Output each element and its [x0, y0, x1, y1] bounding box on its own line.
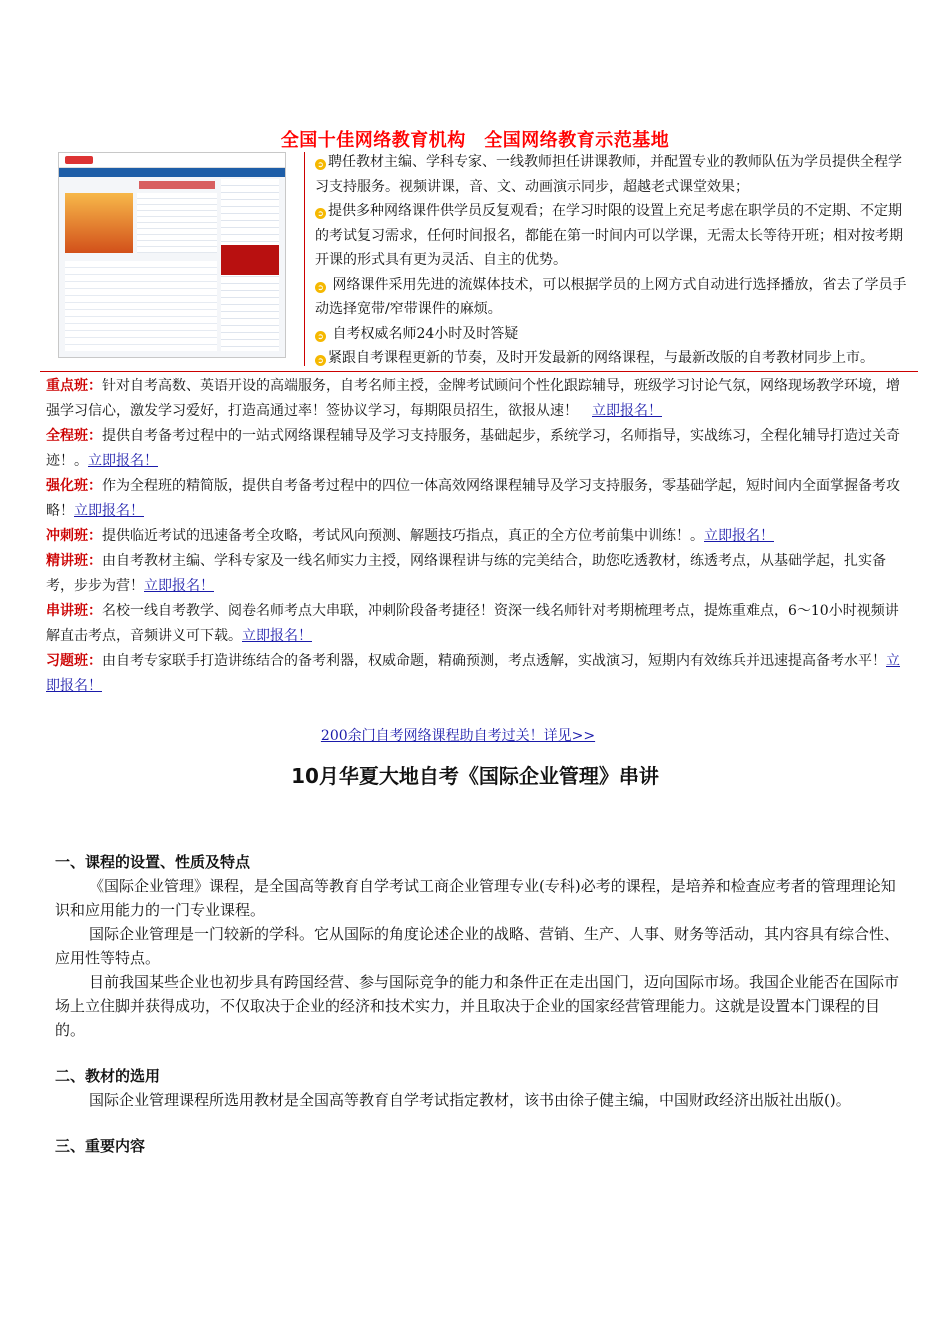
feature-list [315, 150, 911, 371]
document-body [55, 850, 900, 1158]
class-desc: 作为全程班的精简版，提供自考备考过程中的四位一体高效网络课程辅导及学习支持服务，零基础学起，短时间内全面掌握备考攻略！ [46, 478, 900, 519]
class-list [46, 374, 914, 699]
paragraph: 国际企业管理是一门较新的学科。它从国际的角度论述企业的战略、营销、生产、人事、财务等活动，其内容具有综合性、应用性等特点。 [55, 925, 900, 967]
class-item [46, 474, 910, 524]
class-name: 全程班： [46, 428, 102, 444]
arrow-bullet-icon: ➲ [315, 355, 326, 366]
class-desc: 提供临近考试的迅速备考全攻略，考试风向预测、解题技巧指点，真正的全方位考前集中训练！。 [102, 528, 704, 544]
class-item [46, 649, 910, 699]
promo-link[interactable]: 200余门自考网络课程助自考过关！详见>> [320, 728, 596, 744]
feature-item: ➲ 紧跟自考课程更新的节奏，及时开发最新的网络课程，与最新改版的自考教材同步上市。 [315, 346, 911, 371]
class-item [46, 424, 910, 474]
arrow-bullet-icon: ➲ [315, 208, 326, 219]
section-heading: 一、课程的设置、性质及特点 [55, 853, 251, 871]
class-item [46, 374, 914, 424]
class-item [46, 549, 910, 599]
promo-link-row [0, 725, 916, 745]
arrow-bullet-icon: ➲ [315, 159, 326, 170]
class-name: 串讲班： [46, 603, 102, 619]
class-desc: 由自考专家联手打造讲练结合的备考利器，权威命题，精确预测，考点透解，实战演习，短期内有效练兵并迅速提高备考水平！ [102, 653, 886, 669]
feature-item: ➲ 提供多种网络课件供学员反复观看；在学习时限的设置上充足考虑在职学员的不定期、不定期的考试复习需求，任何时间报名，都能在第一时间内可以学课，无需太长等待开班；相对按考期开课的形式具有更为灵活、自主的优势。 [315, 203, 903, 268]
enroll-link[interactable]: 立即报名！ [88, 453, 158, 469]
class-desc: 名校一线自考教学、阅卷名师考点大串联，冲刺阶段备考捷径！资深一线名师针对考期梳理考点，提炼重难点，6～10小时视频讲解直击考点，音频讲义可下载。 [46, 603, 899, 644]
feature-item: ➲ 网络课件采用先进的流媒体技术，可以根据学员的上网方式自动进行选择播放，省去了学员手动选择宽带/窄带课件的麻烦。 [315, 276, 907, 317]
divider-horizontal [40, 371, 918, 372]
document-title: 10月华夏大地自考《国际企业管理》串讲 [291, 764, 659, 788]
enroll-link[interactable]: 立即报名！ [144, 578, 214, 594]
feature-item: ➲ 聘任教材主编、学科专家、一线教师担任讲课教师，并配置专业的教师队伍为学员提供全程学习支持服务。视频讲课，音、文、动画演示同步，超越老式课堂效果； [315, 154, 902, 195]
website-screenshot-image [58, 152, 286, 358]
class-desc: 提供自考备考过程中的一站式网络课程辅导及学习支持服务，基础起步，系统学习，名师指导，实战练习，全程化辅导打造过关奇迹！。 [46, 428, 900, 469]
class-name: 冲刺班： [46, 528, 102, 544]
class-name: 强化班： [46, 478, 102, 494]
banner-title: 全国十佳网络教育机构 全国网络教育示范基地 [280, 130, 670, 151]
arrow-bullet-icon: ➲ [315, 282, 326, 293]
class-name: 精讲班： [46, 553, 102, 569]
enroll-link[interactable]: 立即报名！ [74, 503, 144, 519]
paragraph: 国际企业管理课程所选用教材是全国高等教育自学考试指定教材，该书由徐子健主编，中国财政经济出版社出版()。 [89, 1091, 851, 1109]
class-desc: 由自考教材主编、学科专家及一线名师实力主授，网络课程讲与练的完美结合，助您吃透教材，练透考点，从基础学起，扎实备考，步步为营！ [46, 553, 886, 594]
class-item [46, 599, 910, 649]
section-heading: 三、重要内容 [55, 1137, 146, 1155]
enroll-link[interactable]: 立即报名！ [592, 403, 662, 419]
class-desc: 针对自考高数、英语开设的高端服务，自考名师主授，金牌考试顾问个性化跟踪辅导，班级学习讨论气氛，网络现场教学环境，增 强学习信心，激发学习爱好，打造高通过率！签协议学习，每期限员招生，欲报从速！ [46, 378, 914, 419]
enroll-link[interactable]: 立即报名！ [46, 653, 900, 694]
feature-item: ➲ 自考权威名师24小时及时答疑 [315, 322, 911, 347]
enroll-link[interactable]: 立即报名！ [242, 628, 312, 644]
arrow-bullet-icon: ➲ [315, 331, 326, 342]
section-heading: 二、教材的选用 [55, 1067, 161, 1085]
paragraph: 《国际企业管理》课程，是全国高等教育自学考试工商企业管理专业(专科)必考的课程，是培养和检查应考者的管理理论知识和应用能力的一门专业课程。 [55, 877, 896, 919]
divider-vertical [304, 152, 305, 366]
paragraph: 目前我国某些企业也初步具有跨国经营、参与国际竞争的能力和条件正在走出国门，迈向国际市场。我国企业能否在国际市场上立住脚并获得成功，不仅取决于企业的经济和技术实力，并且取决于企业的国家经营管理能力。这就是设置本门课程的目的。 [55, 973, 900, 1039]
class-item [46, 524, 910, 549]
class-name: 重点班： [46, 378, 102, 394]
enroll-link[interactable]: 立即报名！ [704, 528, 774, 544]
class-name: 习题班： [46, 653, 102, 669]
